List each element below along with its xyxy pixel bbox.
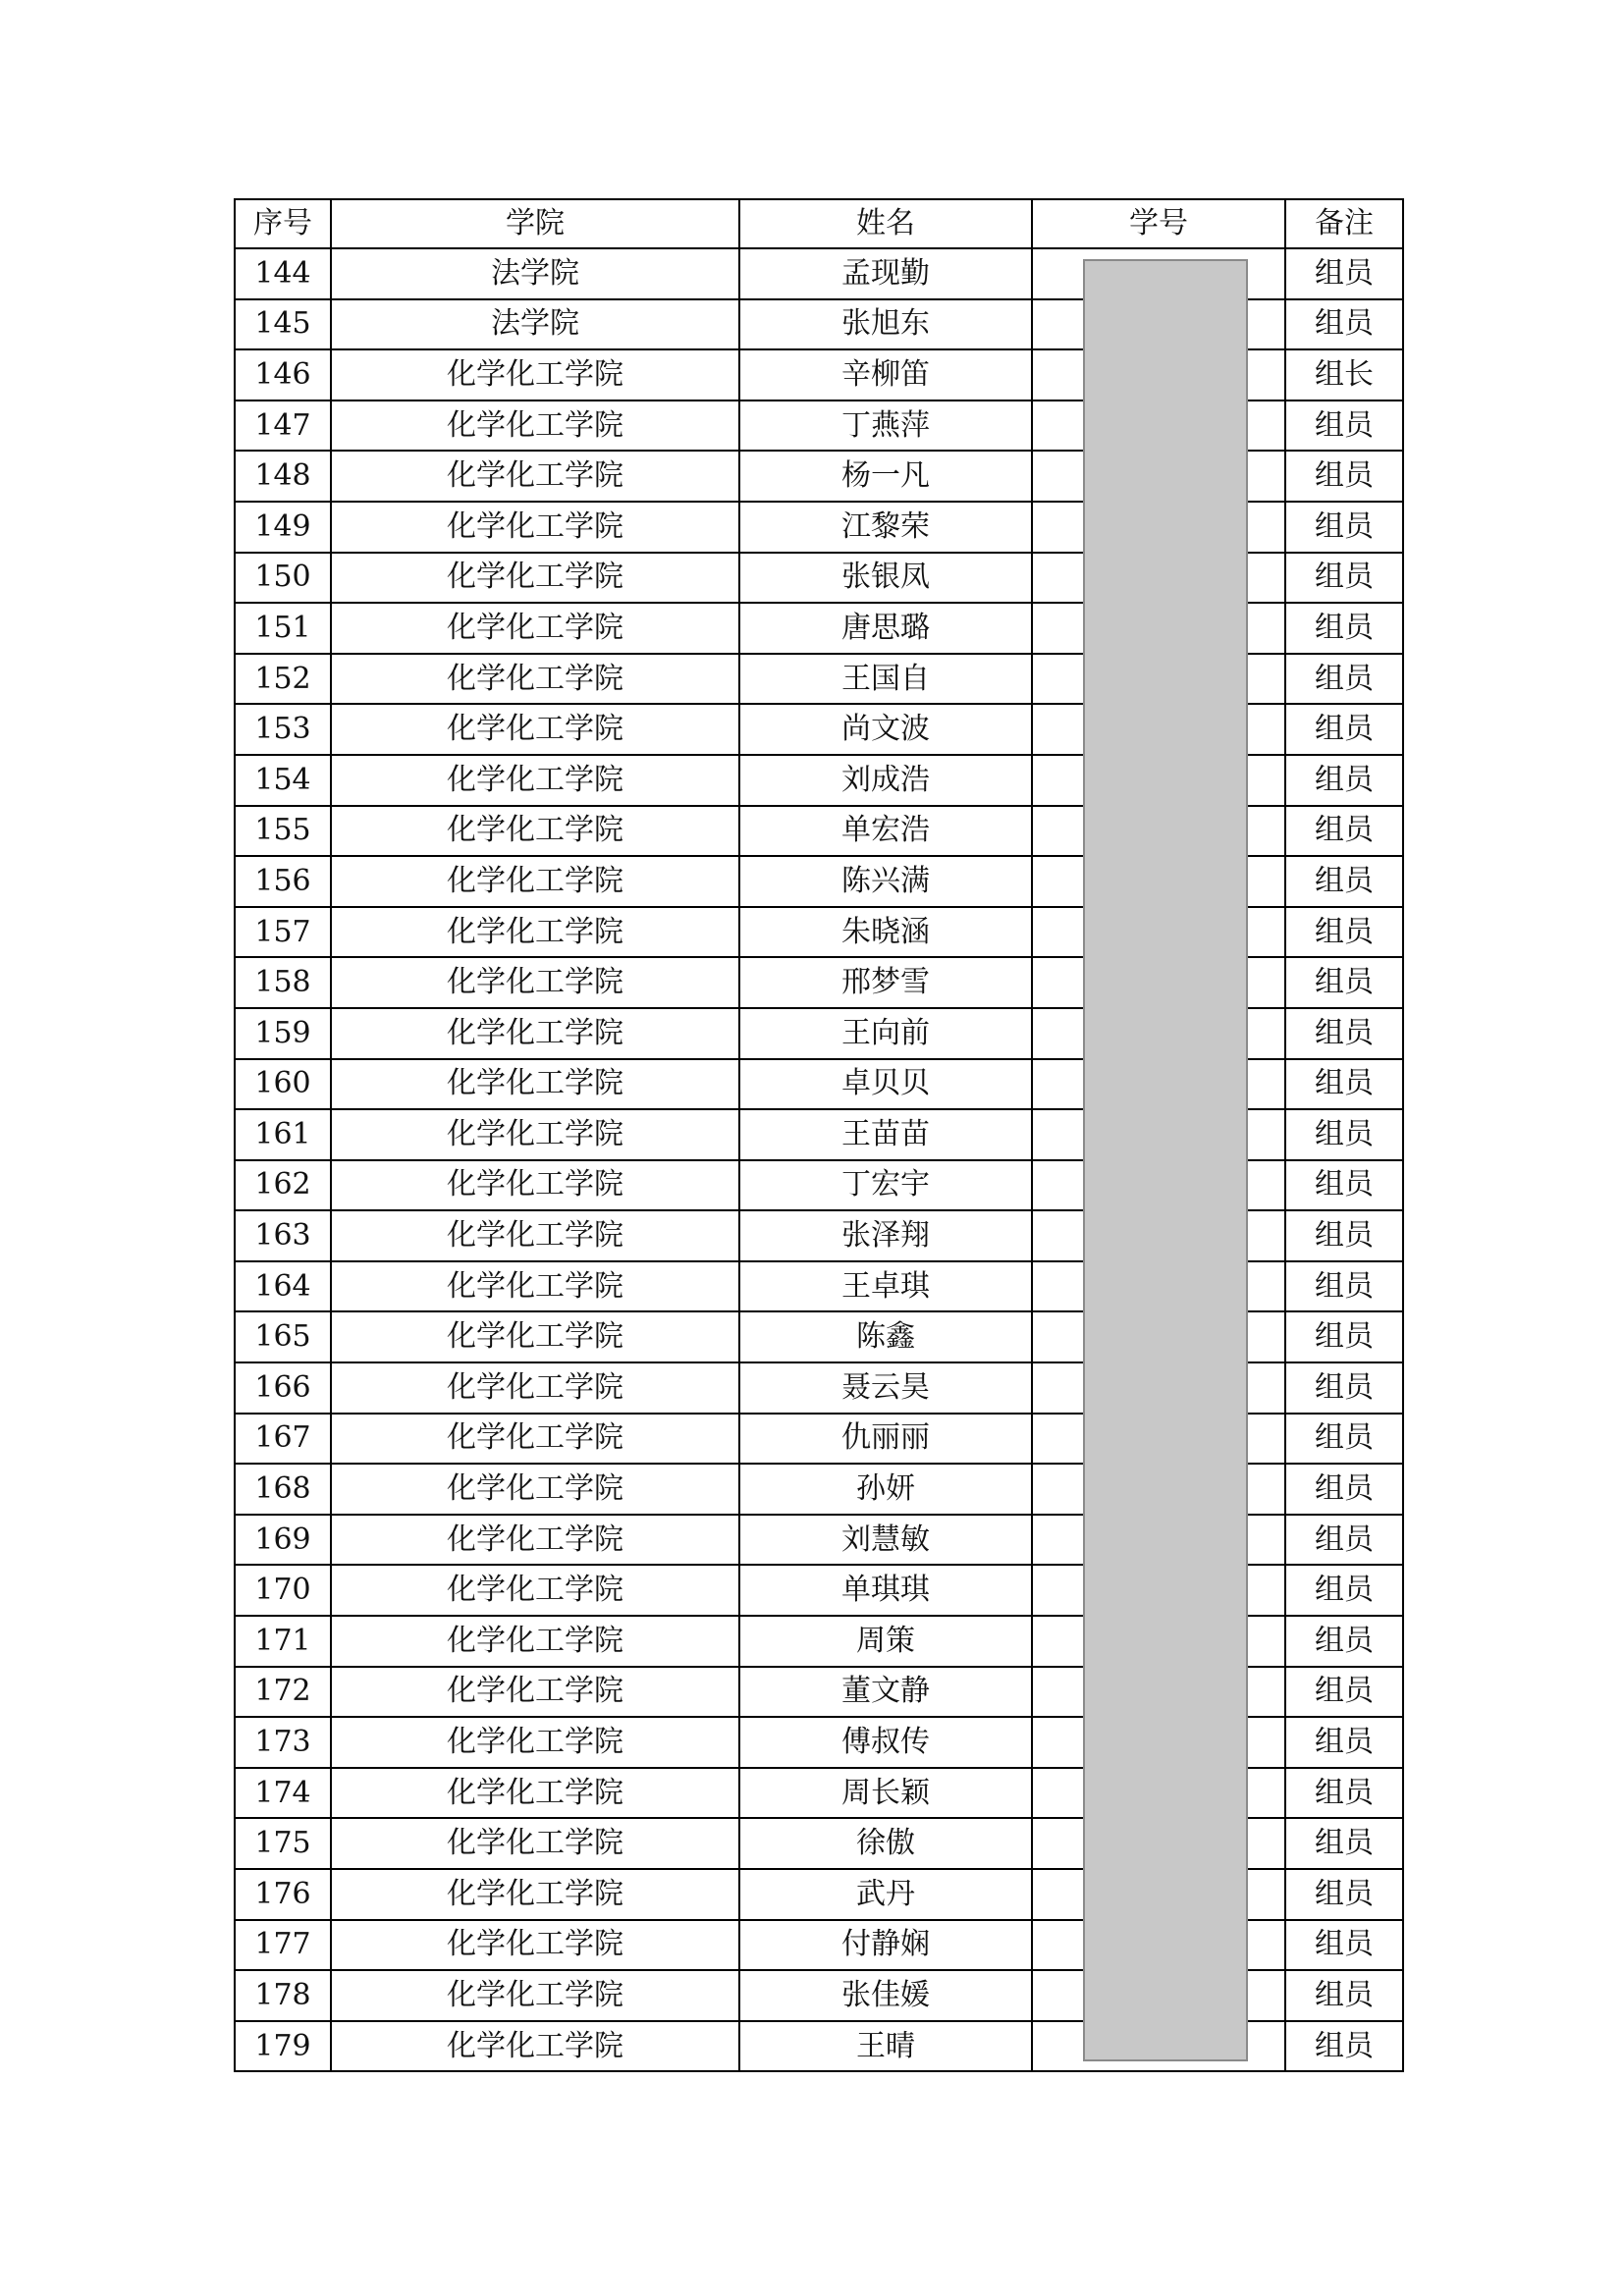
cell-note: 组员 — [1285, 806, 1403, 857]
cell-college: 化学化工学院 — [331, 1565, 739, 1616]
cell-college: 化学化工学院 — [331, 1717, 739, 1768]
cell-note: 组员 — [1285, 1515, 1403, 1566]
cell-seq: 178 — [235, 1970, 331, 2021]
cell-note: 组员 — [1285, 1869, 1403, 1920]
cell-seq: 144 — [235, 248, 331, 299]
student-id-redaction-block — [1083, 259, 1248, 2061]
cell-seq: 154 — [235, 755, 331, 806]
cell-note: 组员 — [1285, 248, 1403, 299]
cell-name: 张银凤 — [739, 553, 1032, 604]
cell-seq: 156 — [235, 856, 331, 907]
cell-note: 组员 — [1285, 1920, 1403, 1971]
header-note: 备注 — [1285, 199, 1403, 248]
cell-name: 徐傲 — [739, 1818, 1032, 1869]
cell-name: 孙妍 — [739, 1464, 1032, 1515]
cell-seq: 161 — [235, 1109, 331, 1160]
cell-college: 化学化工学院 — [331, 704, 739, 755]
cell-note: 组员 — [1285, 502, 1403, 553]
cell-note: 组员 — [1285, 755, 1403, 806]
cell-college: 化学化工学院 — [331, 1970, 739, 2021]
cell-name: 傅叔传 — [739, 1717, 1032, 1768]
cell-seq: 160 — [235, 1059, 331, 1110]
cell-college: 化学化工学院 — [331, 502, 739, 553]
cell-name: 刘成浩 — [739, 755, 1032, 806]
cell-note: 组员 — [1285, 1109, 1403, 1160]
cell-seq: 169 — [235, 1515, 331, 1566]
cell-seq: 170 — [235, 1565, 331, 1616]
header-name: 姓名 — [739, 199, 1032, 248]
cell-college: 法学院 — [331, 248, 739, 299]
cell-note: 组员 — [1285, 1008, 1403, 1059]
cell-college: 化学化工学院 — [331, 806, 739, 857]
cell-seq: 155 — [235, 806, 331, 857]
cell-seq: 152 — [235, 654, 331, 705]
cell-note: 组员 — [1285, 1210, 1403, 1261]
cell-seq: 159 — [235, 1008, 331, 1059]
cell-college: 化学化工学院 — [331, 603, 739, 654]
cell-name: 卓贝贝 — [739, 1059, 1032, 1110]
cell-name: 董文静 — [739, 1667, 1032, 1718]
cell-college: 化学化工学院 — [331, 1869, 739, 1920]
cell-college: 化学化工学院 — [331, 1059, 739, 1110]
cell-seq: 149 — [235, 502, 331, 553]
cell-name: 丁宏宇 — [739, 1160, 1032, 1211]
cell-college: 化学化工学院 — [331, 1818, 739, 1869]
cell-name: 唐思璐 — [739, 603, 1032, 654]
cell-note: 组员 — [1285, 654, 1403, 705]
cell-note: 组员 — [1285, 907, 1403, 958]
header-row — [235, 199, 1403, 248]
cell-college: 化学化工学院 — [331, 349, 739, 400]
cell-seq: 146 — [235, 349, 331, 400]
cell-seq: 171 — [235, 1616, 331, 1667]
cell-seq: 153 — [235, 704, 331, 755]
cell-seq: 179 — [235, 2021, 331, 2072]
cell-college: 化学化工学院 — [331, 957, 739, 1008]
cell-note: 组员 — [1285, 856, 1403, 907]
cell-note: 组员 — [1285, 1818, 1403, 1869]
cell-note: 组员 — [1285, 603, 1403, 654]
cell-name: 朱晓涵 — [739, 907, 1032, 958]
cell-name: 王国自 — [739, 654, 1032, 705]
cell-seq: 176 — [235, 1869, 331, 1920]
cell-college: 化学化工学院 — [331, 1768, 739, 1819]
cell-name: 周长颖 — [739, 1768, 1032, 1819]
header-seq: 序号 — [235, 199, 331, 248]
cell-name: 尚文波 — [739, 704, 1032, 755]
cell-college: 法学院 — [331, 299, 739, 350]
cell-college: 化学化工学院 — [331, 1616, 739, 1667]
cell-name: 单琪琪 — [739, 1565, 1032, 1616]
cell-college: 化学化工学院 — [331, 1414, 739, 1465]
cell-note: 组员 — [1285, 704, 1403, 755]
cell-college: 化学化工学院 — [331, 1109, 739, 1160]
cell-seq: 150 — [235, 553, 331, 604]
cell-seq: 175 — [235, 1818, 331, 1869]
cell-note: 组员 — [1285, 1616, 1403, 1667]
cell-note: 组员 — [1285, 957, 1403, 1008]
cell-name: 刘慧敏 — [739, 1515, 1032, 1566]
cell-name: 单宏浩 — [739, 806, 1032, 857]
cell-college: 化学化工学院 — [331, 451, 739, 502]
cell-note: 组员 — [1285, 1414, 1403, 1465]
cell-name: 辛柳笛 — [739, 349, 1032, 400]
cell-name: 王苗苗 — [739, 1109, 1032, 1160]
header-college: 学院 — [331, 199, 739, 248]
cell-note: 组员 — [1285, 299, 1403, 350]
cell-name: 张旭东 — [739, 299, 1032, 350]
table-header — [235, 199, 1403, 248]
cell-college: 化学化工学院 — [331, 1160, 739, 1211]
cell-college: 化学化工学院 — [331, 907, 739, 958]
cell-seq: 166 — [235, 1362, 331, 1414]
cell-college: 化学化工学院 — [331, 1210, 739, 1261]
cell-college: 化学化工学院 — [331, 1008, 739, 1059]
cell-name: 杨一凡 — [739, 451, 1032, 502]
cell-college: 化学化工学院 — [331, 2021, 739, 2072]
cell-name: 丁燕萍 — [739, 400, 1032, 452]
cell-note: 组员 — [1285, 451, 1403, 502]
cell-name: 王向前 — [739, 1008, 1032, 1059]
cell-name: 武丹 — [739, 1869, 1032, 1920]
cell-name: 张泽翔 — [739, 1210, 1032, 1261]
cell-college: 化学化工学院 — [331, 1667, 739, 1718]
cell-name: 付静娴 — [739, 1920, 1032, 1971]
cell-name: 孟现勤 — [739, 248, 1032, 299]
header-student-id: 学号 — [1032, 199, 1285, 248]
cell-seq: 168 — [235, 1464, 331, 1515]
cell-college: 化学化工学院 — [331, 1362, 739, 1414]
cell-note: 组员 — [1285, 400, 1403, 452]
cell-college: 化学化工学院 — [331, 856, 739, 907]
cell-name: 仇丽丽 — [739, 1414, 1032, 1465]
cell-college: 化学化工学院 — [331, 400, 739, 452]
cell-college: 化学化工学院 — [331, 1920, 739, 1971]
cell-name: 王卓琪 — [739, 1261, 1032, 1312]
cell-college: 化学化工学院 — [331, 1515, 739, 1566]
cell-college: 化学化工学院 — [331, 1261, 739, 1312]
cell-note: 组员 — [1285, 1768, 1403, 1819]
cell-college: 化学化工学院 — [331, 1311, 739, 1362]
cell-name: 陈鑫 — [739, 1311, 1032, 1362]
cell-name: 张佳媛 — [739, 1970, 1032, 2021]
cell-note: 组员 — [1285, 1667, 1403, 1718]
cell-name: 陈兴满 — [739, 856, 1032, 907]
cell-note: 组员 — [1285, 1970, 1403, 2021]
cell-name: 江黎荣 — [739, 502, 1032, 553]
cell-seq: 151 — [235, 603, 331, 654]
cell-note: 组长 — [1285, 349, 1403, 400]
cell-seq: 177 — [235, 1920, 331, 1971]
cell-seq: 145 — [235, 299, 331, 350]
cell-college: 化学化工学院 — [331, 654, 739, 705]
cell-seq: 174 — [235, 1768, 331, 1819]
cell-college: 化学化工学院 — [331, 553, 739, 604]
cell-name: 邢梦雪 — [739, 957, 1032, 1008]
cell-note: 组员 — [1285, 1059, 1403, 1110]
cell-note: 组员 — [1285, 1717, 1403, 1768]
cell-seq: 157 — [235, 907, 331, 958]
cell-seq: 173 — [235, 1717, 331, 1768]
cell-seq: 167 — [235, 1414, 331, 1465]
cell-college: 化学化工学院 — [331, 1464, 739, 1515]
cell-seq: 162 — [235, 1160, 331, 1211]
cell-seq: 165 — [235, 1311, 331, 1362]
cell-name: 周策 — [739, 1616, 1032, 1667]
cell-name: 王晴 — [739, 2021, 1032, 2072]
cell-seq: 147 — [235, 400, 331, 452]
cell-seq: 164 — [235, 1261, 331, 1312]
cell-note: 组员 — [1285, 553, 1403, 604]
cell-note: 组员 — [1285, 1464, 1403, 1515]
cell-name: 聂云昊 — [739, 1362, 1032, 1414]
cell-note: 组员 — [1285, 1160, 1403, 1211]
cell-seq: 148 — [235, 451, 331, 502]
cell-note: 组员 — [1285, 1261, 1403, 1312]
cell-seq: 158 — [235, 957, 331, 1008]
cell-note: 组员 — [1285, 1311, 1403, 1362]
cell-seq: 163 — [235, 1210, 331, 1261]
cell-note: 组员 — [1285, 1565, 1403, 1616]
cell-seq: 172 — [235, 1667, 331, 1718]
cell-college: 化学化工学院 — [331, 755, 739, 806]
cell-note: 组员 — [1285, 2021, 1403, 2072]
cell-note: 组员 — [1285, 1362, 1403, 1414]
